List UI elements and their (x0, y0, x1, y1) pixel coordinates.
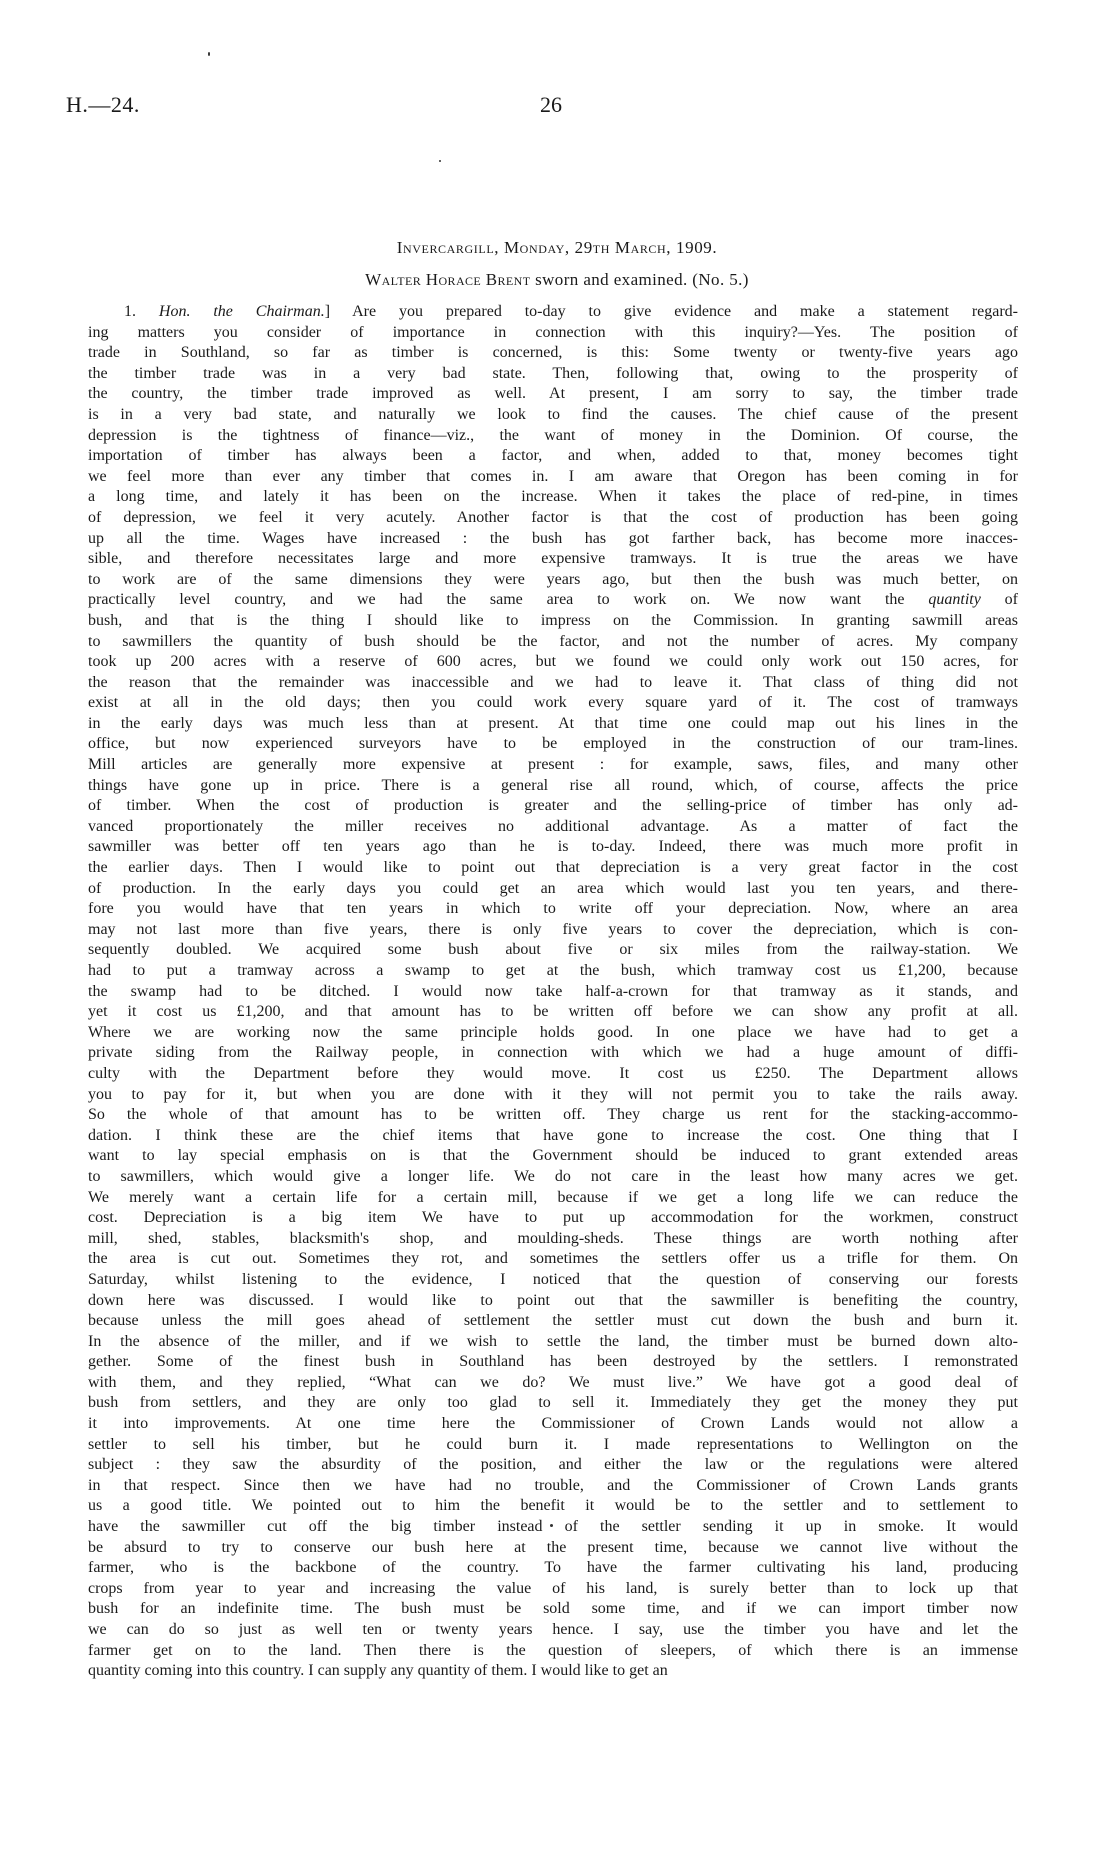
testimony-line: trade in Southland, so far as timber is concerned, is this: Some twenty or twenty-five years ago (88, 344, 1018, 362)
testimony-line: to sawmillers the quantity of bush should be the factor, and not the number of acres. My company (88, 632, 1018, 650)
testimony-line: of production. In the early days you could get an area which would last you ten years, and there- (88, 879, 1018, 897)
testimony-line: the timber trade was in a very bad state. Then, following that, owing to the prosperity of (88, 364, 1018, 382)
testimony-line: exist at all in the old days; then you could work every square yard of it. The cost of tramways (88, 694, 1018, 712)
testimony-line: in the early days was much less than at present. At that time one could map out his lines in the (88, 714, 1018, 732)
testimony-line: down here was discussed. I would like to point out that the sawmiller is benefiting the country, (88, 1291, 1018, 1309)
testimony-line: sible, and therefore necessitates large and more expensive tramways. It is true the areas we have (88, 550, 1018, 568)
testimony-line: quantity coming into this country. I can supply any quantity of them. I would like to get an (88, 1662, 668, 1680)
testimony-line: of depression, we feel it very acutely. Another factor is that the cost of production has been going (88, 508, 1018, 526)
page-number: 26 (540, 92, 562, 117)
testimony-line: Saturday, whilst listening to the evidence, I noticed that the question of conserving our forests (88, 1270, 1018, 1288)
testimony-line: have the sawmiller cut off the big timber instead of the settler sending it up in smoke. It would (88, 1518, 1018, 1536)
testimony-line: fore you would have that ten years in which to write off your depreciation. Now, where an area (88, 900, 1018, 918)
testimony-line: gether. Some of the finest bush in Southland has been destroyed by the settlers. I remonstrated (88, 1353, 1018, 1371)
print-speck (439, 160, 441, 162)
testimony-line: crops from year to year and increasing the value of his land, is surely better than to lock up that (88, 1579, 1018, 1597)
testimony-line: farmer get on to the land. Then there is the question of sleepers, of which there is an immense (88, 1641, 1018, 1659)
testimony-line: sequently doubled. We acquired some bush about five or six miles from the railway-station. We (88, 941, 1018, 959)
testimony-first-line (88, 302, 1018, 323)
testimony-line: we feel more than ever any timber that comes in. I am aware that Oregon has been coming in for (88, 467, 1018, 485)
testimony-line: we can do so just as well ten or twenty years hence. I say, use the timber you have and let the (88, 1621, 1018, 1638)
emphasis-quantity: quantity (928, 591, 981, 609)
testimony-line: settler to sell his timber, but he could burn it. I made representations to Wellington on the (88, 1435, 1018, 1453)
testimony-line: may not last more than five years, there is only five years to cover the depreciation, which is con- (88, 920, 1018, 938)
testimony-line: the area is cut out. Sometimes they rot, and sometimes the settlers offer us a trifle for them. On (88, 1250, 1018, 1268)
testimony-line: bush for an indefinite time. The bush must be sold some time, and if we can import timber now (88, 1600, 1018, 1618)
testimony-line: a long time, and lately it has been on the increase. When it takes the place of red-pine, in times (88, 488, 1018, 506)
testimony-line: us a good title. We pointed out to him the benefit it would be to the settler and to settlement to (88, 1497, 1018, 1515)
session-dateline: Invercargill, Monday, 29th March, 1909. (396, 238, 718, 257)
testimony-line: because unless the mill goes ahead of settlement the settler must cut down the bush and burn it. (88, 1312, 1018, 1330)
witness-status: sworn and examined. (No. 5.) (530, 270, 749, 289)
testimony-line: ing matters you consider of importance in connection with this inquiry?—Yes. The position of (88, 323, 1018, 341)
testimony-line: is in a very bad state, and naturally we look to find the causes. The chief cause of the present (88, 405, 1018, 423)
testimony-line: the country, the timber trade improved as well. At present, I am sorry to say, the timber trade (88, 385, 1018, 403)
testimony-line: had to put a tramway across a swamp to get at the bush, which tramway cost us £1,200, because (88, 962, 1018, 979)
testimony-line: Mill articles are generally more expensive at present : for example, saws, files, and many other (88, 756, 1018, 774)
testimony-line: the earlier days. Then I would like to point out that depreciation is a very great factor in the cost (88, 859, 1018, 877)
document-reference: H.—24. (66, 92, 140, 117)
testimony-line: mill, shed, stables, blacksmith's shop, and moulding-sheds. These things are worth nothing after (88, 1229, 1018, 1247)
testimony-line: Where we are working now the same principle holds good. In one place we have had to get a (88, 1023, 1018, 1041)
testimony-body (88, 302, 1018, 1682)
testimony-line: want to lay special emphasis on is that the Government should be induced to grant extended areas (88, 1147, 1018, 1165)
testimony-line: So the whole of that amount has to be written off. They charge us rent for the stacking-accommo- (88, 1106, 1018, 1124)
testimony-line: culty with the Department before they would move. It cost us £250. The Department allows (88, 1064, 1018, 1082)
question-text: ] Are you prepared to-day to give evidence and make a statement regard- (324, 303, 1019, 320)
testimony-line: of timber. When the cost of production is greater and the selling-price of timber has only ad- (88, 797, 1018, 815)
print-speck (208, 52, 210, 56)
testimony-line: dation. I think these are the chief items that have gone to increase the cost. One thing that I (88, 1126, 1018, 1144)
testimony-line: things have gone up in price. There is a general rise all round, which, of course, affects the price (88, 776, 1018, 794)
testimony-line: We merely want a certain life for a certain mill, because if we get a long life we can reduce the (88, 1188, 1018, 1206)
testimony-line: cost. Depreciation is a big item We have to put up accommodation for the workmen, construct (88, 1209, 1018, 1227)
testimony-lines (88, 323, 1018, 1682)
testimony-line: to sawmillers, which would give a longer life. We do not care in the least how many acres we get. (88, 1167, 1018, 1185)
testimony-line: sawmiller was better off ten years ago than he is to-day. Indeed, there was much more profit in (88, 838, 1018, 856)
testimony-line: practically level country, and we had the same area to work on. We now want the quantity of (88, 591, 1019, 609)
testimony-line: bush from settlers, and they are only too glad to sell it. Immediately they get the money they put (88, 1394, 1018, 1412)
testimony-line: importation of timber has always been a factor, and when, added to that, money becomes tight (88, 447, 1018, 465)
testimony-line: subject : they saw the absurdity of the position, and either the law or the regulations were altered (88, 1456, 1018, 1474)
testimony-line: office, but now experienced surveyors have to be employed in the construction of our tram-lines. (88, 735, 1018, 753)
testimony-line: the swamp had to be ditched. I would now take half-a-crown for that tramway as it stands, and (88, 982, 1018, 1000)
testimony-line: farmer, who is the backbone of the country. To have the farmer cultivating his land, producing (88, 1559, 1018, 1577)
testimony-line: took up 200 acres with a reserve of 600 acres, but we found we could only work out 150 acres, for (88, 653, 1018, 671)
testimony-line: in that respect. Since then we have had no trouble, and the Commissioner of Crown Lands grants (88, 1476, 1018, 1494)
question-speaker: Hon. the Chairman. (158, 303, 325, 320)
testimony-line: up all the time. Wages have increased : the bush has got farther back, has become more inacces- (88, 529, 1018, 547)
testimony-line: the reason that the remainder was inaccessible and we had to leave it. That class of thing did not (88, 673, 1018, 691)
testimony-line: In the absence of the miller, and if we wish to settle the land, the timber must be burned down alto- (88, 1332, 1018, 1350)
testimony-line: bush, and that is the thing I should like to impress on the Commission. In granting sawmill areas (88, 611, 1018, 629)
testimony-line: it into improvements. At one time here the Commissioner of Crown Lands would not allow a (88, 1415, 1018, 1433)
testimony-line: vanced proportionately the miller receives no additional advantage. As a matter of fact the (88, 817, 1018, 835)
witness-heading (0, 270, 1114, 290)
question-number: 1. (124, 303, 159, 320)
testimony-line: you to pay for it, but when you are done with it they will not permit you to take the rails away. (88, 1085, 1018, 1103)
testimony-line: to work are of the same dimensions they were years ago, but then the bush was much better, on (88, 570, 1018, 588)
testimony-line: be absurd to try to conserve our bush here at the present time, because we cannot live without the (88, 1538, 1018, 1556)
testimony-line: private siding from the Railway people, in connection with which we had a huge amount of diffi- (88, 1044, 1018, 1062)
witness-name: Walter Horace Brent (365, 270, 531, 289)
testimony-line: yet it cost us £1,200, and that amount has to be written off before we can show any profit at all. (88, 1003, 1018, 1021)
testimony-line: with them, and they replied, “What can we do? We must live.” We have got a good deal of (88, 1373, 1018, 1391)
testimony-line: depression is the tightness of finance—viz., the want of money in the Dominion. Of course, the (88, 426, 1018, 444)
